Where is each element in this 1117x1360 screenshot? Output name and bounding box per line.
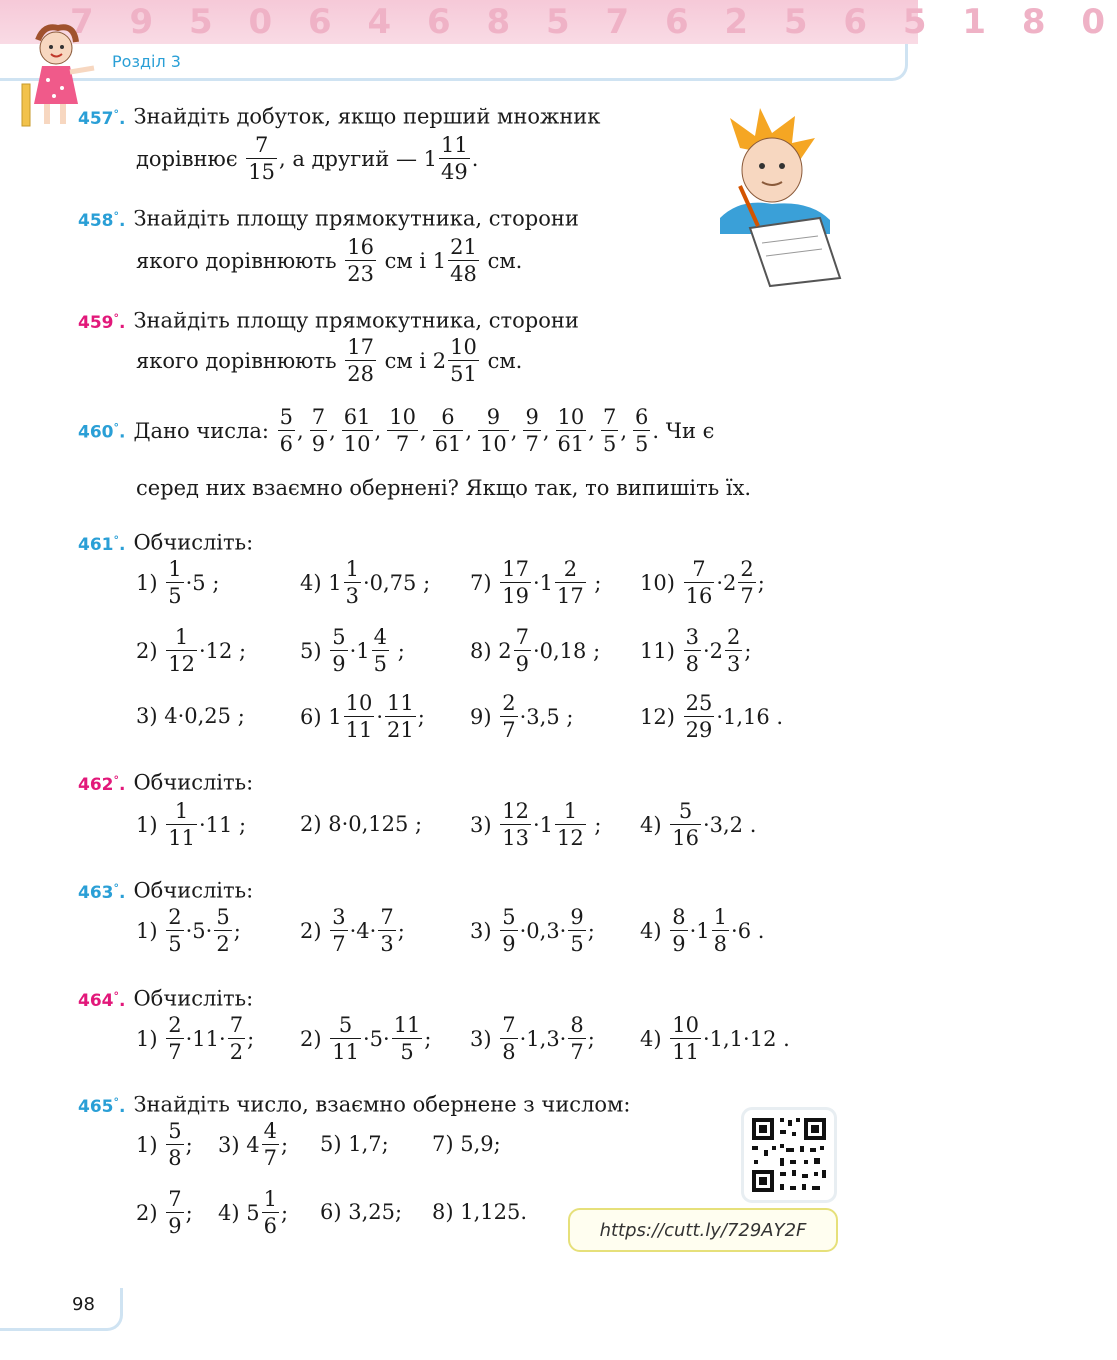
exercise-463-title: [78, 874, 253, 907]
task-461-4: 4) 1 1 3 ·0,75 ;: [300, 557, 431, 608]
task-465-5: 5) 1,7;: [320, 1132, 389, 1156]
exercise-457-line1: [78, 100, 600, 133]
task-461-2: 2) 1 12 ·12 ;: [136, 625, 247, 676]
task-461-5: 5) 5 9 ·1 4 5 ;: [300, 625, 405, 676]
qr-code-icon[interactable]: [744, 1110, 834, 1200]
exercise-text: см.: [487, 248, 523, 273]
exercise-text: якого дорівнюють: [136, 248, 337, 273]
exercise-457-line2: [136, 132, 478, 185]
exercise-number: 460°.: [78, 421, 126, 443]
fraction: 16 23: [347, 235, 374, 286]
exercise-number: 457°.: [78, 107, 126, 129]
fraction: 9 7: [525, 405, 539, 456]
exercise-text: . Чи є: [652, 418, 715, 443]
exercise-text: Обчисліть:: [133, 878, 254, 903]
fraction: 21 48: [450, 235, 477, 286]
task-461-12: 12) 25 29 ·1,16 .: [640, 691, 784, 742]
comma: ,: [542, 418, 550, 443]
task-462-2: 2) 8·0,125 ;: [300, 812, 423, 836]
fraction: 9 10: [480, 405, 507, 456]
task-462-4: 4) 5 16 ·3,2 .: [640, 799, 757, 850]
task-464-1: 1) 2 7 ·11· 7 2 ;: [136, 1013, 255, 1064]
task-464-3: 3) 7 8 ·1,3· 8 7 ;: [470, 1013, 595, 1064]
qr-url-link[interactable]: https://cutt.ly/729AY2F: [568, 1208, 838, 1252]
task-465-3: 3) 4 4 7 ;: [218, 1119, 289, 1170]
fraction: 6 5: [635, 405, 649, 456]
decor-digits: 7 9 5 0 6 4 6 8 5 7 6 2 5 6 5 1 8 0: [70, 2, 1117, 42]
exercise-461-title: [78, 526, 253, 559]
task-462-3: 3) 12 13 ·1 1 12 ;: [470, 799, 602, 850]
task-463-1: 1) 2 5 ·5· 5 2 ;: [136, 905, 241, 956]
fraction: 7 9: [311, 405, 326, 456]
task-461-1: 1) 1 5 ·5 ;: [136, 557, 220, 608]
comma: ,: [465, 418, 473, 443]
task-461-11: 11) 3 8 ·2 2 3 ;: [640, 625, 752, 676]
fraction: 5 6: [279, 405, 294, 456]
section-label: Розділ 3: [112, 52, 181, 71]
exercise-text: , а другий — 1: [279, 146, 438, 171]
fraction-list: [276, 404, 653, 457]
exercise-number: 458°.: [78, 209, 126, 231]
page-number-box: [0, 1288, 123, 1331]
task-465-1: 1) 5 8 ;: [136, 1119, 193, 1170]
exercise-text: Знайдіть число, взаємно обернене з числом:: [133, 1092, 631, 1117]
task-464-4: 4) 10 11 ·1,1·12 .: [640, 1013, 790, 1064]
exercise-number: 464°.: [78, 989, 126, 1011]
task-461-3: 3) 4·0,25 ;: [136, 704, 245, 728]
fraction: 61 10: [343, 405, 371, 456]
exercise-number: 465°.: [78, 1095, 126, 1117]
exercise-text: Знайдіть площу прямокутника, сторони: [133, 206, 579, 231]
exercise-text: см.: [487, 348, 523, 373]
exercise-text: Обчисліть:: [133, 770, 254, 795]
exercise-number: 462°.: [78, 773, 126, 795]
boy-writing-illustration-icon: [700, 108, 850, 288]
fraction: 10 61: [557, 405, 585, 456]
exercise-text: дорівнює: [136, 146, 238, 171]
fraction: 6 61: [434, 405, 462, 456]
exercise-text: якого дорівнюють: [136, 348, 337, 373]
comma: ,: [297, 418, 304, 443]
comma: ,: [374, 418, 382, 443]
exercise-459-line1: [78, 304, 579, 337]
comma: ,: [620, 418, 628, 443]
task-465-7: 7) 5,9;: [432, 1132, 501, 1156]
exercise-text: Знайдіть добуток, якщо перший множник: [133, 104, 601, 129]
task-461-9: 9) 2 7 ·3,5 ;: [470, 691, 574, 742]
exercise-458-line1: [78, 202, 579, 235]
exercise-text: Знайдіть площу прямокутника, сторони: [133, 308, 579, 333]
comma: ,: [510, 418, 518, 443]
exercise-text: Обчисліть:: [133, 530, 254, 555]
exercise-465-title: [78, 1088, 630, 1121]
task-465-8: 8) 1,125.: [432, 1200, 528, 1224]
exercise-text: см і 2: [384, 348, 447, 373]
task-463-2: 2) 3 7 ·4· 7 3 ;: [300, 905, 405, 956]
exercise-462-title: [78, 766, 253, 799]
fraction: 17 28: [347, 335, 374, 386]
task-461-6: 6) 1 10 11 · 11 21 ;: [300, 691, 425, 742]
task-463-4: 4) 8 9 ·1 1 8 ·6 .: [640, 905, 765, 956]
exercise-text: Дано числа:: [133, 418, 269, 443]
exercise-460-line2: серед них взаємно обернені? Якщо так, то випишіть їх.: [136, 476, 752, 500]
fraction: 10 7: [389, 405, 416, 456]
exercise-number: 463°.: [78, 881, 126, 903]
exercise-text: см і 1: [384, 248, 447, 273]
exercise-464-title: [78, 982, 253, 1015]
task-463-3: 3) 5 9 ·0,3· 9 5 ;: [470, 905, 595, 956]
header-band: [0, 0, 1117, 44]
exercise-458-line2: [136, 234, 522, 287]
task-461-8: 8) 2 7 9 ·0,18 ;: [470, 625, 601, 676]
exercise-459-line2: [136, 334, 522, 387]
page-number: 98: [72, 1294, 95, 1315]
task-461-10: 10) 7 16 ·2 2 7 ;: [640, 557, 765, 608]
exercise-text: Обчисліть:: [133, 986, 254, 1011]
comma: ,: [588, 418, 595, 443]
fraction: 7 5: [602, 405, 617, 456]
fraction: 11 49: [441, 133, 468, 184]
exercise-460-line1: [78, 404, 714, 457]
exercise-number: 461°.: [78, 533, 126, 555]
comma: ,: [419, 418, 427, 443]
fraction: 10 51: [450, 335, 477, 386]
task-464-2: 2) 5 11 ·5· 11 5 ;: [300, 1013, 432, 1064]
punct: .: [471, 146, 479, 171]
task-465-6: 6) 3,25;: [320, 1200, 403, 1224]
task-461-7: 7) 17 19 ·1 2 17 ;: [470, 557, 602, 608]
task-465-4: 4) 5 1 6 ;: [218, 1187, 289, 1238]
fraction: 7 15: [248, 133, 276, 184]
exercise-number: 459°.: [78, 311, 126, 333]
task-465-2: 2) 7 9 ;: [136, 1187, 193, 1238]
task-462-1: 1) 1 11 ·11 ;: [136, 799, 247, 850]
comma: ,: [329, 418, 336, 443]
